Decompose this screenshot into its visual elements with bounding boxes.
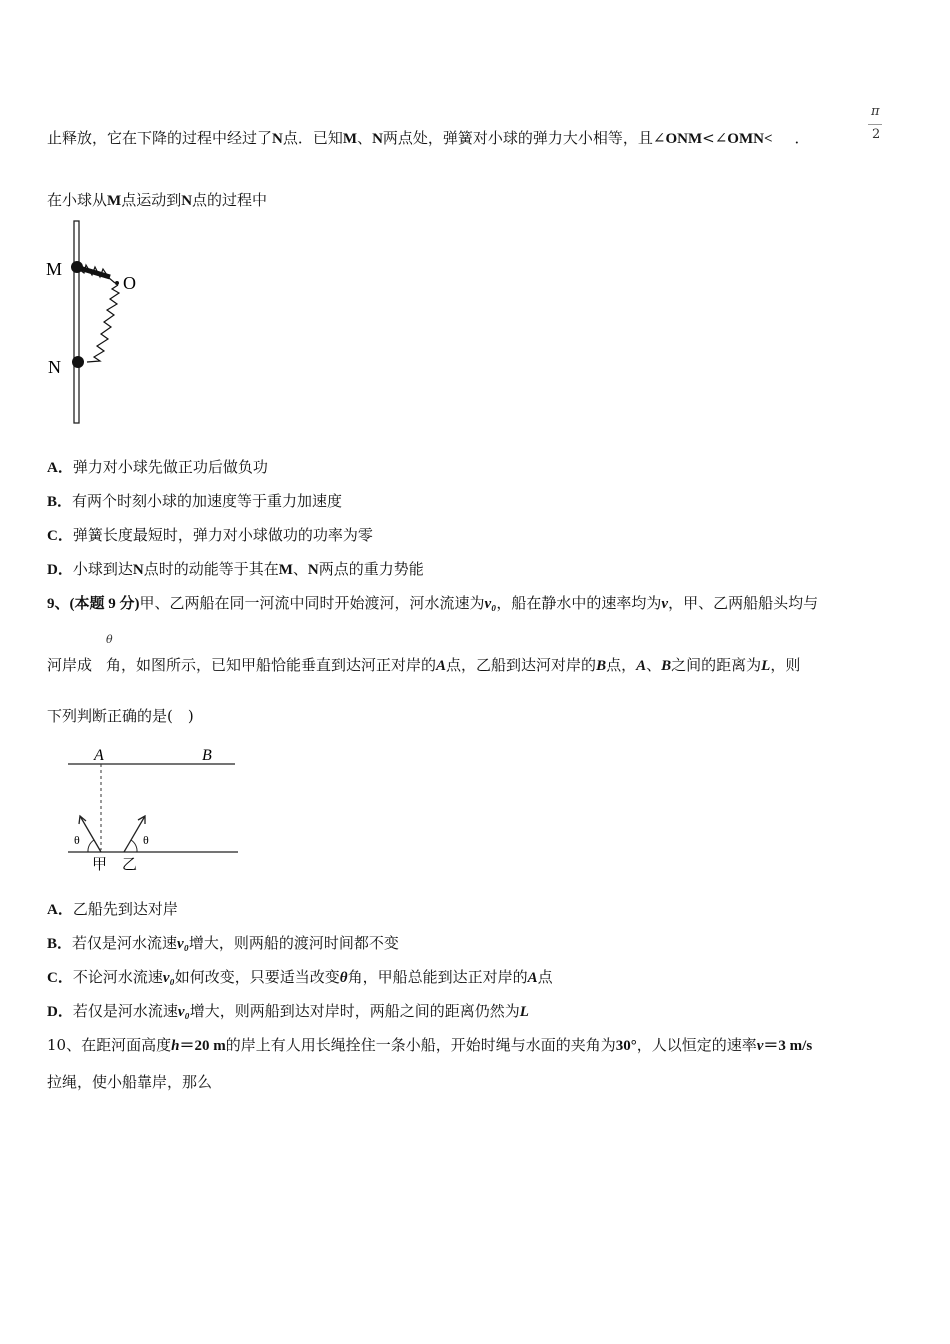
ball-n: [72, 356, 84, 368]
q10-stem-line2: 拉绳，使小船靠岸，那么: [47, 1073, 213, 1091]
jia-heading-arrow: [80, 816, 101, 852]
vertical-rod: [74, 221, 79, 423]
label-jia: 甲: [92, 857, 108, 873]
pi-denominator: 2: [872, 127, 881, 142]
q8-stem-line1: 止释放，它在下降的过程中经过了N点．已知M、N两点处，弹簧对小球的弹力大小相等，且∠ONM<∠OMN< ．: [47, 129, 810, 147]
theta-inline-symbol: θ: [106, 633, 113, 646]
yi-heading-arrow: [124, 816, 145, 852]
label-o: O: [123, 273, 136, 293]
spring-rod-figure: [40, 215, 160, 430]
q9-stem-line3: 下列判断正确的是( ): [47, 707, 194, 725]
yi-angle-arc: [131, 840, 137, 852]
q9-stem-line1: 9、(本题 9 分)甲、乙两船在同一河流中同时开始渡河，河水流速为v₀，船在静水中的速率均为v，甲、乙两船船头均与: [47, 594, 819, 612]
fraction-bar: [868, 124, 882, 125]
pivot-o: [115, 281, 119, 285]
q9-option-b[interactable]: B．若仅是河水流速v₀增大，则两船的渡河时间都不变: [47, 934, 399, 952]
pi-numerator: π: [871, 104, 880, 119]
label-yi: 乙: [122, 857, 138, 873]
label-theta-jia: θ: [74, 833, 80, 847]
q8-option-a[interactable]: A．弹力对小球先做正功后做负功: [47, 458, 268, 476]
q9-option-a[interactable]: A．乙船先到达对岸: [47, 900, 178, 918]
label-a: A: [94, 747, 104, 764]
q9-option-c[interactable]: C．不论河水流速v₀如何改变，只要适当改变θ角，甲船总能到达正对岸的A点: [47, 968, 553, 986]
label-b: B: [202, 747, 212, 764]
q8-option-b[interactable]: B．有两个时刻小球的加速度等于重力加速度: [47, 492, 343, 510]
river-figure: [60, 740, 245, 875]
label-theta-yi: θ: [143, 833, 149, 847]
q9-option-d[interactable]: D．若仅是河水流速v₀增大，则两船到达对岸时，两船之间的距离仍然为L: [47, 1002, 529, 1020]
q10-stem-line1: 10、在距河面高度h＝20 m的岸上有人用长绳拴住一条小船，开始时绳与水面的夹角为30°，人以恒定的速率v＝3 m/s: [47, 1036, 813, 1054]
q8-option-d[interactable]: D．小球到达N点时的动能等于其在M、N两点的重力势能: [47, 560, 424, 578]
q8-option-c[interactable]: C．弹簧长度最短时，弹力对小球做功的功率为零: [47, 526, 373, 544]
q8-stem-line2: 在小球从M点运动到N点的过程中: [47, 191, 268, 209]
label-n: N: [48, 357, 61, 377]
label-m: M: [46, 259, 63, 279]
q9-stem-line2: 河岸成 角，如图所示，已知甲船恰能垂直到达河正对岸的A点，乙船到达河对岸的B点，A、B之间的距离为L，则: [47, 656, 801, 674]
ball-m: [71, 261, 83, 273]
spring-on: [87, 285, 119, 362]
jia-angle-arc: [88, 840, 94, 852]
